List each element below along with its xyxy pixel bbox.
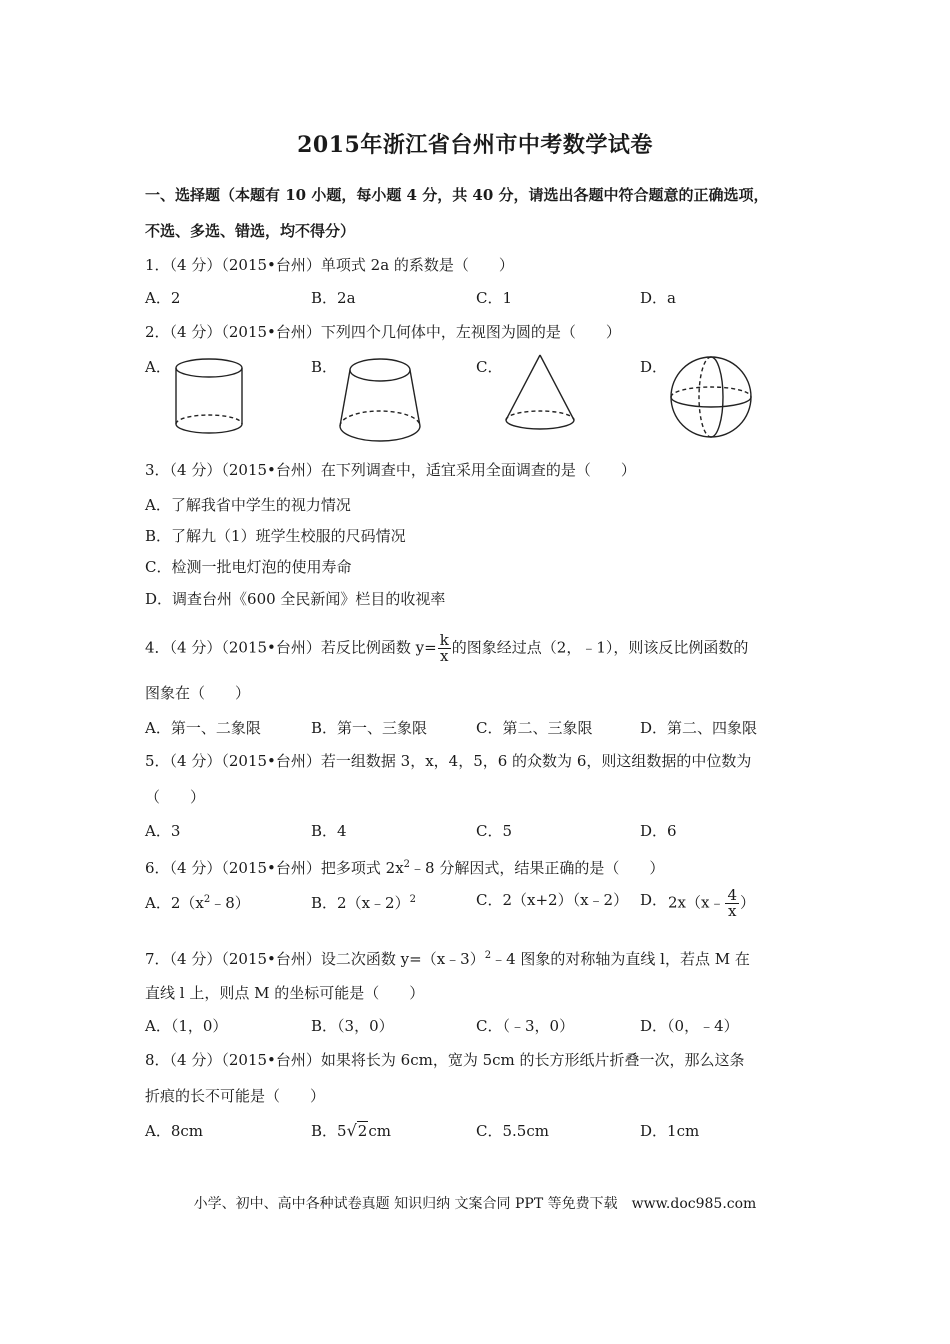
page-footer: 小学、初中、高中各种试卷真题 知识归纳 文案合同 PPT 等免费下载 www.doc985.com bbox=[193, 1196, 757, 1212]
q2-option-b: B． bbox=[311, 358, 338, 376]
q7-option-b: B．（3，0） bbox=[311, 1017, 394, 1035]
q3-option-c: C．检测一批电灯泡的使用寿命 bbox=[145, 558, 352, 576]
q4-fraction bbox=[438, 633, 451, 664]
q4-fraction-numerator: k bbox=[439, 631, 449, 649]
q6-option-a-post: ﹣8） bbox=[210, 894, 250, 912]
q6-option-a-pre: A．2（x bbox=[145, 894, 204, 912]
q8-option-b-post: cm bbox=[368, 1122, 391, 1140]
q6-stem-pre: 6．（4 分）（2015•台州）把多项式 2x bbox=[145, 859, 404, 877]
q7-option-d: D．（0，﹣4） bbox=[640, 1017, 739, 1035]
q7-stem-exponent: 2 bbox=[484, 950, 492, 961]
q5-option-b: B．4 bbox=[311, 822, 347, 840]
cone-icon bbox=[500, 352, 580, 438]
q6-option-c: C．2（x+2）（x﹣2） bbox=[476, 891, 629, 909]
section-heading-line1: 一、选择题（本题有 10 小题，每小题 4 分，共 40 分，请选出各题中符合题意的正确选项， bbox=[145, 186, 769, 204]
q4-option-c: C．第二、三象限 bbox=[476, 719, 593, 737]
q6-option-d-label: D． bbox=[640, 891, 668, 909]
q2-option-d: D． bbox=[640, 358, 668, 376]
q8-option-d: D．1cm bbox=[640, 1122, 700, 1140]
frustum-icon bbox=[334, 354, 426, 446]
question-8-stem-line2: 折痕的长不可能是（ ） bbox=[145, 1087, 326, 1105]
sphere-icon bbox=[666, 354, 756, 440]
q1-option-c: C．1 bbox=[476, 289, 513, 307]
q8-option-c: C．5.5cm bbox=[476, 1122, 549, 1140]
question-2-stem: 2．（4 分）（2015•台州）下列四个几何体中，左视图为圆的是（ ） bbox=[145, 323, 621, 341]
q7-stem-pre: 7．（4 分）（2015•台州）设二次函数 y=（x﹣3） bbox=[145, 950, 485, 968]
q6-option-b-exponent: 2 bbox=[409, 894, 416, 905]
q7-option-c: C．（﹣3，0） bbox=[476, 1017, 575, 1035]
q5-option-a: A．3 bbox=[145, 822, 181, 840]
q6-option-b bbox=[311, 890, 416, 913]
q7-stem-post: ﹣4 图象的对称轴为直线 l，若点 M 在 bbox=[491, 950, 750, 968]
q1-option-d: D．a bbox=[640, 289, 676, 307]
q6-option-d-numerator: 4 bbox=[727, 886, 738, 904]
q4-stem-post: 的图象经过点（2，﹣1），则该反比例函数的 bbox=[451, 638, 749, 657]
question-5-stem-line2: （ ） bbox=[145, 788, 206, 806]
question-5-stem: 5．（4 分）（2015•台州）若一组数据 3，x，4，5，6 的众数为 6，则这组数据的中位数为 bbox=[145, 752, 752, 770]
question-8-stem: 8．（4 分）（2015•台州）如果将长为 6cm，宽为 5cm 的长方形纸片折叠一次，那么这条 bbox=[145, 1051, 745, 1069]
q7-option-a: A．（1，0） bbox=[145, 1017, 228, 1035]
q5-option-c: C．5 bbox=[476, 822, 513, 840]
q2-option-c: C． bbox=[476, 358, 503, 376]
q6-option-d bbox=[668, 888, 755, 919]
q3-option-b: B．了解九（1）班学生校服的尺码情况 bbox=[145, 527, 406, 545]
q6-option-a bbox=[145, 890, 250, 913]
question-4-stem-line2: 图象在（ ） bbox=[145, 684, 251, 702]
q5-option-d: D．6 bbox=[640, 822, 677, 840]
q6-option-d-fraction bbox=[725, 888, 739, 919]
q4-option-a: A．第一、二象限 bbox=[145, 719, 261, 737]
q6-option-d-denominator: x bbox=[728, 902, 737, 920]
q3-option-a: A．了解我省中学生的视力情况 bbox=[145, 496, 351, 514]
q8-option-b-pre: B．5 bbox=[311, 1122, 347, 1140]
q6-option-b-pre: B．2（x﹣2） bbox=[311, 894, 410, 912]
q8-option-a: A．8cm bbox=[145, 1122, 204, 1140]
q4-option-d: D．第二、四象限 bbox=[640, 719, 758, 737]
q6-stem-exponent: 2 bbox=[403, 859, 411, 870]
q3-option-d: D．调查台州《600 全民新闻》栏目的收视率 bbox=[145, 590, 446, 608]
q6-stem-post: ﹣8 分解因式，结果正确的是（ ） bbox=[410, 859, 665, 877]
question-7-stem bbox=[145, 946, 750, 969]
q6-option-d-pre: 2x（x﹣ bbox=[668, 893, 725, 912]
q1-option-a: A．2 bbox=[145, 289, 181, 307]
page-title: 2015年浙江省台州市中考数学试卷 bbox=[297, 132, 653, 158]
q8-option-b bbox=[311, 1121, 391, 1141]
question-1-stem: 1．（4 分）（2015•台州）单项式 2a 的系数是（ ） bbox=[145, 256, 514, 274]
sqrt-icon: √ bbox=[346, 1121, 357, 1140]
question-3-stem: 3．（4 分）（2015•台州）在下列调查中，适宜采用全面调查的是（ ） bbox=[145, 461, 636, 479]
question-6-stem bbox=[145, 855, 664, 878]
q1-option-b: B．2a bbox=[311, 289, 356, 307]
q4-fraction-denominator: x bbox=[440, 647, 449, 665]
q8-option-b-radicand: 2 bbox=[357, 1122, 368, 1140]
cylinder-icon bbox=[172, 354, 246, 440]
question-7-stem-line2: 直线 l 上，则点 M 的坐标可能是（ ） bbox=[145, 984, 425, 1002]
q4-stem-pre: 4．（4 分）（2015•台州）若反比例函数 y= bbox=[145, 638, 437, 657]
question-4-stem bbox=[145, 633, 748, 664]
q6-option-d-post: ） bbox=[740, 893, 756, 912]
q6-option-a-exponent: 2 bbox=[203, 894, 211, 905]
section-heading-line2: 不选、多选、错选，均不得分） bbox=[145, 222, 356, 240]
q4-option-b: B．第一、三象限 bbox=[311, 719, 428, 737]
q2-option-a: A． bbox=[145, 358, 171, 376]
